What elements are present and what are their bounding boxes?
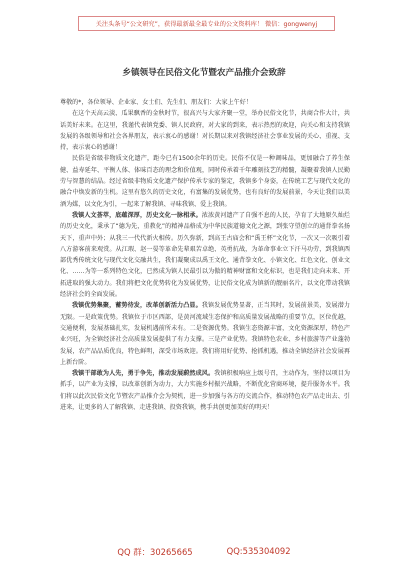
body-paragraph [60, 210, 350, 300]
paragraph-lead: 我镇干部敢为人先，勇于争先，推动发展蔚然成风。 [72, 370, 215, 378]
qq-text: QQ:535304092 [226, 546, 291, 556]
body-paragraph [60, 108, 350, 153]
paragraph-lead: 我镇人文荟萃，底蕴深厚，历史文化一脉相承。 [72, 211, 202, 219]
body-paragraph [60, 300, 350, 368]
paragraph-text: 民俗是省级非物质文化遗产，距今已有1500余年的历史。民俗不仅是一种调味品，更加融合了养生保健、益寿延年、平衡人体、体味百态的理念和价值观，同时传承着千年雕刻技艺的精髓，凝聚着我镇人民勤劳与智慧的结晶。经过省级非物质文化遗产保护传承专家的鉴定，我镇多个身姿，在传统工艺与现代文化的融合中焕发新的生机。这里有悠久的历史文化，有富集的发展优势，也有良好的发展前景，今天让我们以美酒为媒，以文化为引，一起来了解我镇、寻味我镇、爱上我镇。 [60, 155, 350, 208]
body-paragraph [60, 153, 350, 209]
qq-group-text: QQ 群：30265665 [117, 547, 193, 557]
paragraph-text: 浓浓黄河遗产了自强不息的人民，孕育了大地原久灿烂的历史文化，秉承了“德为先，重教化”的精神品格成为中华民族道德文化之源，到张守望创立的通背拳名扬天下，重声中外；从我三一代代新火相传。历久弥新，到高王古庙会和“禹王杯”文化节，一次又一次吸引着八方游客前来观赏。从江瑕、赵一晏等革命先辈艰苦卓绝、英勇抗战，为革命事业立下汗马功劳，到我镇西部优秀传统文化与现代文化交融共生，我们凝聚成以禹王文化、通背拳文化、小镇文化、红色文化、创业文化、……为等一系列特色文化，已然成为镇人民最引以为傲的精神财富和文化标识，也是我们走向未来、开拓进取的强大动力。我们将把文化优势转化为发展优势，让民俗文化成为镇新的靓丽名片，以文化带动我镇经济社会的全面发展。 [60, 211, 351, 299]
paragraph-text: 我镇积极响应上级号召，主动作为，坚持以项目为抓手，以产业为支撑，以改革创新为动力，大力实施乡村振兴战略，不断优化营商环境，提升服务水平。我们将以此次民俗文化节暨农产品推介会为契机，进一步加强与各方的交流合作，推动特色农产品走出去、引进来，让更多的人了解我镇、走进我镇、投资我镇，携手共创更加美好的明天！ [60, 370, 351, 412]
promo-banner-text: 关注头条号“公文研究”，获得最新最全最专业的公文资料库！ 微信：gongwenyj [95, 21, 318, 28]
body-paragraph [60, 368, 350, 413]
paragraph-text: 我镇发展优势显著，正当其时，发展前景美，发展潜力无限。一是政策优势。我镇位于市区西部，是黄河流域生态保护和高质量发展战略的重要节点，区位优越，交通便利，发展基础扎实，发展机遇前所未有。二是资源优势。我镇生态资源丰富，文化资源深厚，特色产业兴旺，为全镇经济社会高质量发展提供了有力支撑。三是产业优势。我镇特色农业、乡村旅游等产业蓬勃发展，农产品品质优良，特色鲜明，深受市场欢迎。我们将用好优势、抢抓机遇，推动全镇经济社会发展再上新台阶。 [60, 302, 351, 366]
promo-banner [78, 16, 335, 31]
salutation: 尊敬的*，各位领导、企业家、女士们、先生们、朋友们：大家上午好！ [60, 99, 252, 106]
paragraph-text: 在这个天高云淡、瓜果飘香的金秋时节，很高兴与大家齐聚一堂，举办民俗文化节，共商合作大计，共话美好未来。在这里，我谨代表镇党委、镇人民政府，对大家的到来，表示热烈的欢迎，向关心和支持我镇发展的各级领导和社会各界朋友，表示衷心的感谢！对长期以来对我镇经济社会事业发展的关心、重视、支持，表示衷心的感谢！ [60, 110, 350, 152]
contact-footer [0, 546, 408, 558]
paragraph-lead: 我镇优势集聚，蓄势待发，改革创新活力凸显。 [72, 302, 202, 310]
document-title: 乡镇领导在民俗文化节暨农产品推介会致辞 [122, 68, 286, 78]
document-body [60, 97, 350, 413]
